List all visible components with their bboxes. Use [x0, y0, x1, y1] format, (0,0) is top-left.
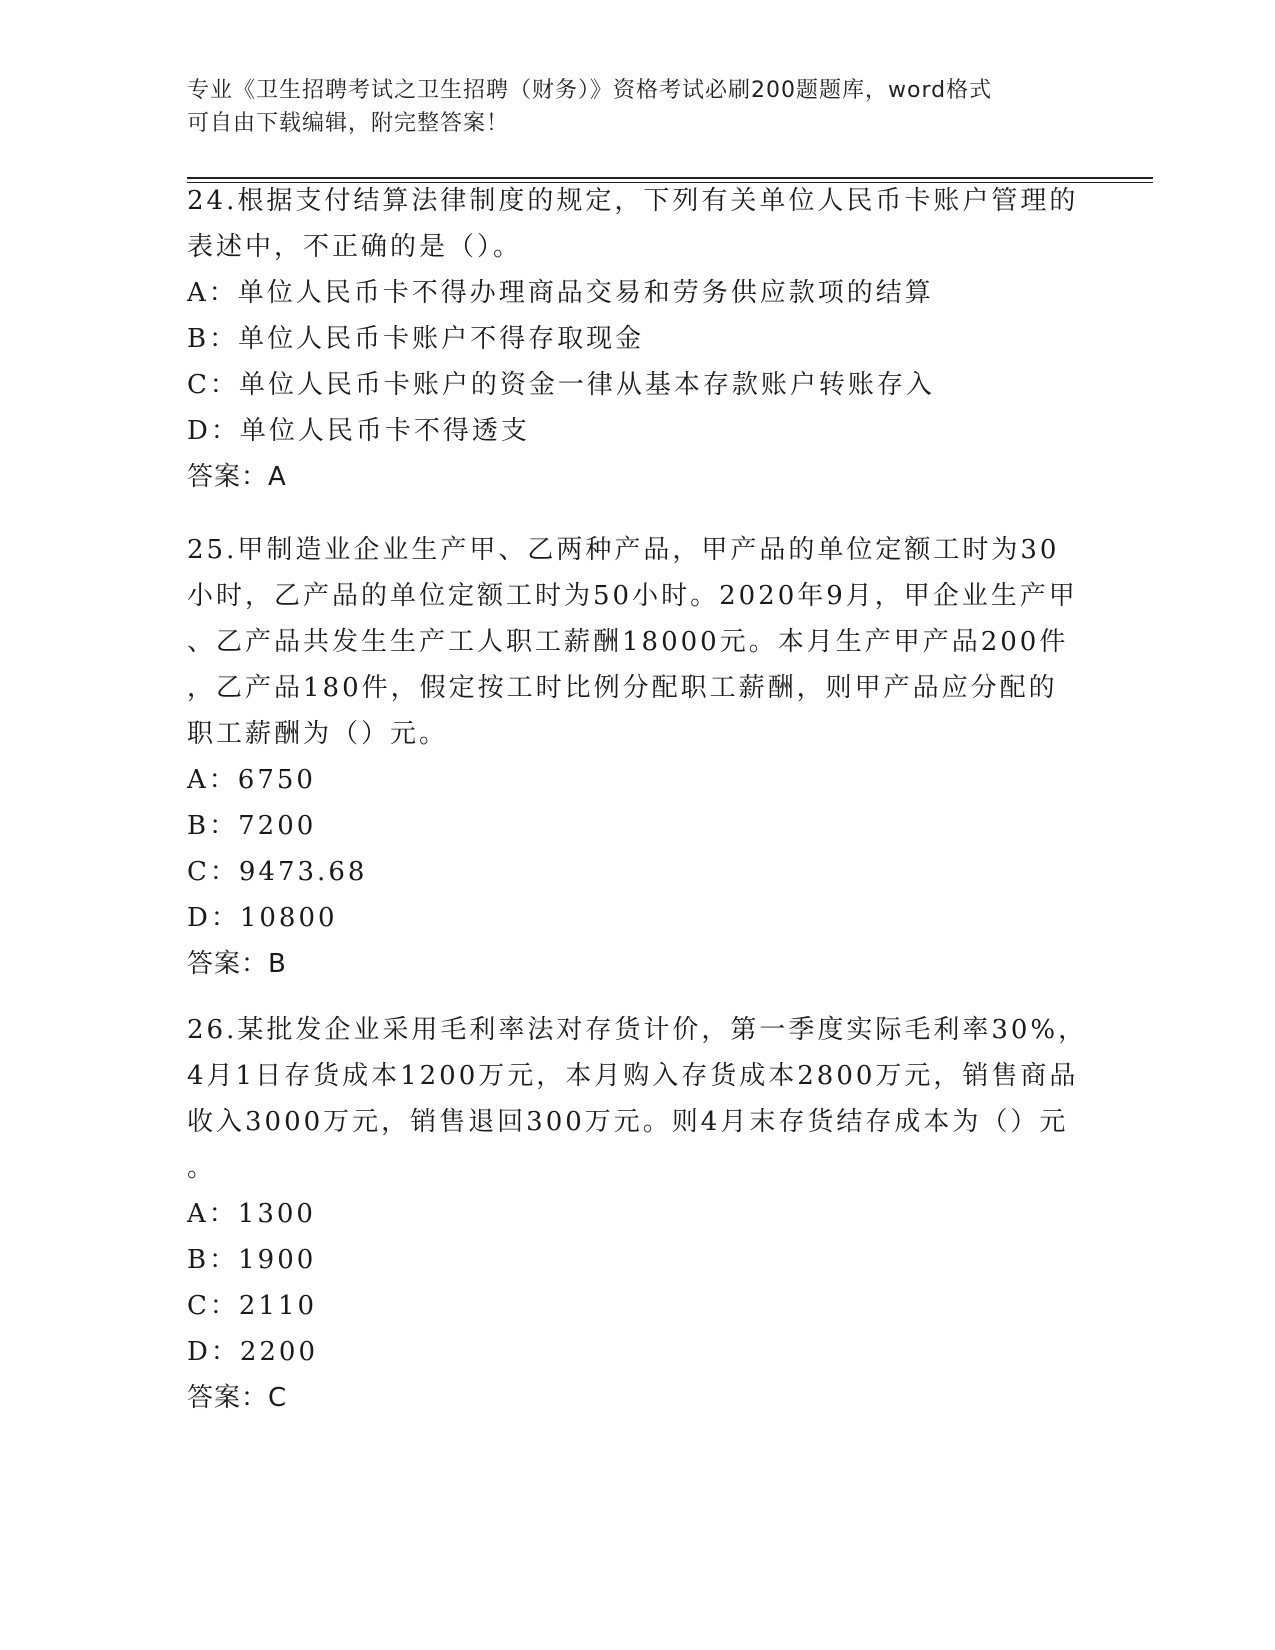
- question-stem-line: 4月1日存货成本1200万元，本月购入存货成本2800万元，销售商品: [187, 1061, 1079, 1091]
- option-b: B：1900: [187, 1245, 317, 1275]
- question-stem-line: ，乙产品180件，假定按工时比例分配职工薪酬，则甲产品应分配的: [187, 673, 1058, 703]
- question-stem-line: 小时，乙产品的单位定额工时为50小时。2020年9月，甲企业生产甲: [187, 581, 1078, 611]
- answer-label: 答案：A: [187, 462, 287, 492]
- question-25: [187, 527, 1087, 987]
- option-b: B：单位人民币卡账户不得存取现金: [187, 324, 645, 354]
- option-b: B：7200: [187, 811, 317, 841]
- option-c: C：单位人民币卡账户的资金一律从基本存款账户转账存入: [187, 370, 935, 400]
- option-a: A：6750: [187, 765, 316, 795]
- option-d: D：单位人民币卡不得透支: [187, 416, 530, 446]
- question-stem-line: 、乙产品共发生生产工人职工薪酬18000元。本月生产甲产品200件: [187, 627, 1069, 657]
- document-header: [187, 74, 1087, 140]
- question-24: [187, 178, 1087, 500]
- header-line-2: 可自由下载编辑，附完整答案！: [187, 111, 510, 136]
- option-c: C：9473.68: [187, 857, 368, 887]
- question-stem-line: 。: [187, 1153, 217, 1183]
- question-stem-line: 25.甲制造业企业生产甲、乙两种产品，甲产品的单位定额工时为30: [187, 535, 1060, 565]
- question-26: [187, 1007, 1087, 1421]
- question-stem-line: 收入3000万元，销售退回300万元。则4月末存货结存成本为（）元: [187, 1107, 1069, 1137]
- header-line-1: 专业《卫生招聘考试之卫生招聘（财务）》资格考试必刷200题题库，word格式: [187, 78, 993, 103]
- option-d: D：10800: [187, 903, 338, 933]
- question-stem-line: 职工薪酬为（）元。: [187, 719, 449, 749]
- question-stem-line: 26.某批发企业采用毛利率法对存货计价，第一季度实际毛利率30%，: [187, 1015, 1088, 1045]
- option-a: A：单位人民币卡不得办理商品交易和劳务供应款项的结算: [187, 278, 934, 308]
- question-stem-line: 24.根据支付结算法律制度的规定，下列有关单位人民币卡账户管理的: [187, 186, 1079, 216]
- option-a: A：1300: [187, 1199, 316, 1229]
- option-d: D：2200: [187, 1337, 319, 1367]
- question-stem-line: 表述中，不正确的是（）。: [187, 232, 523, 262]
- answer-label: 答案：C: [187, 1383, 288, 1413]
- option-c: C：2110: [187, 1291, 318, 1321]
- answer-label: 答案：B: [187, 949, 287, 979]
